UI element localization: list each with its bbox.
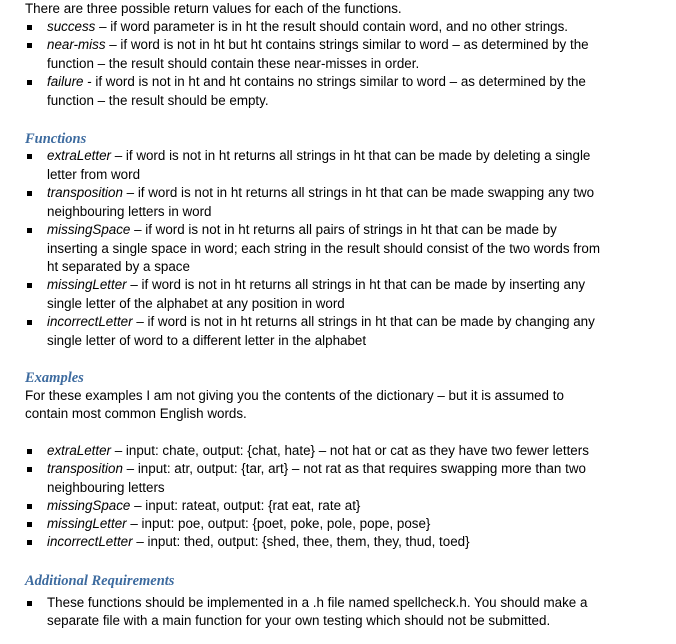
intro-item-near-miss-cont: function – the result should contain these near-misses in order. bbox=[47, 56, 420, 71]
function-item-transposition-cont: neighbouring letters in word bbox=[47, 204, 212, 219]
bullet-icon bbox=[27, 601, 32, 606]
bullet-icon bbox=[27, 43, 32, 48]
function-item-missingspace-cont2: ht separated by a space bbox=[47, 259, 190, 274]
bullet-icon bbox=[27, 154, 32, 159]
additional-requirements-heading: Additional Requirements bbox=[25, 573, 175, 589]
example-item-incorrectletter: incorrectLetter – input: thed, output: {shed, thee, them, they, thud, toed} bbox=[47, 534, 470, 549]
bullet-icon bbox=[27, 449, 32, 454]
bullet-icon bbox=[27, 522, 32, 527]
bullet-icon bbox=[27, 191, 32, 196]
additional-item: These functions should be implemented in a .h file named spellcheck.h. You should make a bbox=[47, 595, 588, 610]
functions-heading: Functions bbox=[25, 131, 87, 147]
example-item-extraletter: extraLetter – input: chate, output: {chat, hate} – not hat or cat as they have two fewer letters bbox=[47, 443, 589, 458]
intro-item-near-miss: near-miss – if word is not in ht but ht contains strings similar to word – as determined by the bbox=[47, 37, 589, 52]
bullet-icon bbox=[27, 467, 32, 472]
intro-text: There are three possible return values for each of the functions. bbox=[25, 1, 402, 16]
bullet-icon bbox=[27, 25, 32, 30]
function-item-incorrectletter: incorrectLetter – if word is not in ht returns all strings in ht that can be made by changing any bbox=[47, 314, 595, 329]
additional-item-cont: separate file with a main function for your own testing which should not be submitted. bbox=[47, 613, 551, 628]
function-item-missingspace-cont: inserting a single space in word; each string in the result should consist of the two words from bbox=[47, 241, 601, 256]
function-item-extraletter-cont: letter from word bbox=[47, 167, 141, 182]
examples-intro-cont: contain most common English words. bbox=[25, 406, 247, 421]
function-item-incorrectletter-cont: single letter of word to a different letter in the alphabet bbox=[47, 333, 367, 348]
bullet-icon bbox=[27, 540, 32, 545]
examples-heading: Examples bbox=[25, 370, 84, 386]
example-item-missingletter: missingLetter – input: poe, output: {poet, poke, pole, pope, pose} bbox=[47, 516, 431, 531]
example-item-missingspace: missingSpace – input: rateat, output: {rat eat, rate at} bbox=[47, 498, 361, 513]
bullet-icon bbox=[27, 320, 32, 325]
bullet-icon bbox=[27, 504, 32, 509]
function-item-extraletter: extraLetter – if word is not in ht returns all strings in ht that can be made by deleting a single bbox=[47, 148, 591, 163]
intro-item-failure: failure - if word is not in ht and ht contains no strings similar to word – as determined by the bbox=[47, 74, 586, 89]
bullet-icon bbox=[27, 228, 32, 233]
function-item-missingletter: missingLetter – if word is not in ht returns all strings in ht that can be made by inserting any bbox=[47, 277, 586, 292]
bullet-icon bbox=[27, 80, 32, 85]
function-item-transposition: transposition – if word is not in ht returns all strings in ht that can be made swapping any two bbox=[47, 185, 595, 200]
example-item-transposition: transposition – input: atr, output: {tar, art} – not rat as that requires swapping more than two bbox=[47, 461, 586, 476]
example-item-transposition-cont: neighbouring letters bbox=[47, 480, 165, 495]
examples-intro: For these examples I am not giving you the contents of the dictionary – but it is assumed to bbox=[25, 388, 564, 403]
function-item-missingletter-cont: single letter of the alphabet at any position in word bbox=[47, 296, 345, 311]
intro-item-failure-cont: function – the result should be empty. bbox=[47, 93, 269, 108]
function-item-missingspace: missingSpace – if word is not in ht returns all pairs of strings in ht that can be made by bbox=[47, 222, 557, 237]
bullet-icon bbox=[27, 283, 32, 288]
intro-item-success: success – if word parameter is in ht the result should contain word, and no other strings. bbox=[47, 19, 569, 34]
